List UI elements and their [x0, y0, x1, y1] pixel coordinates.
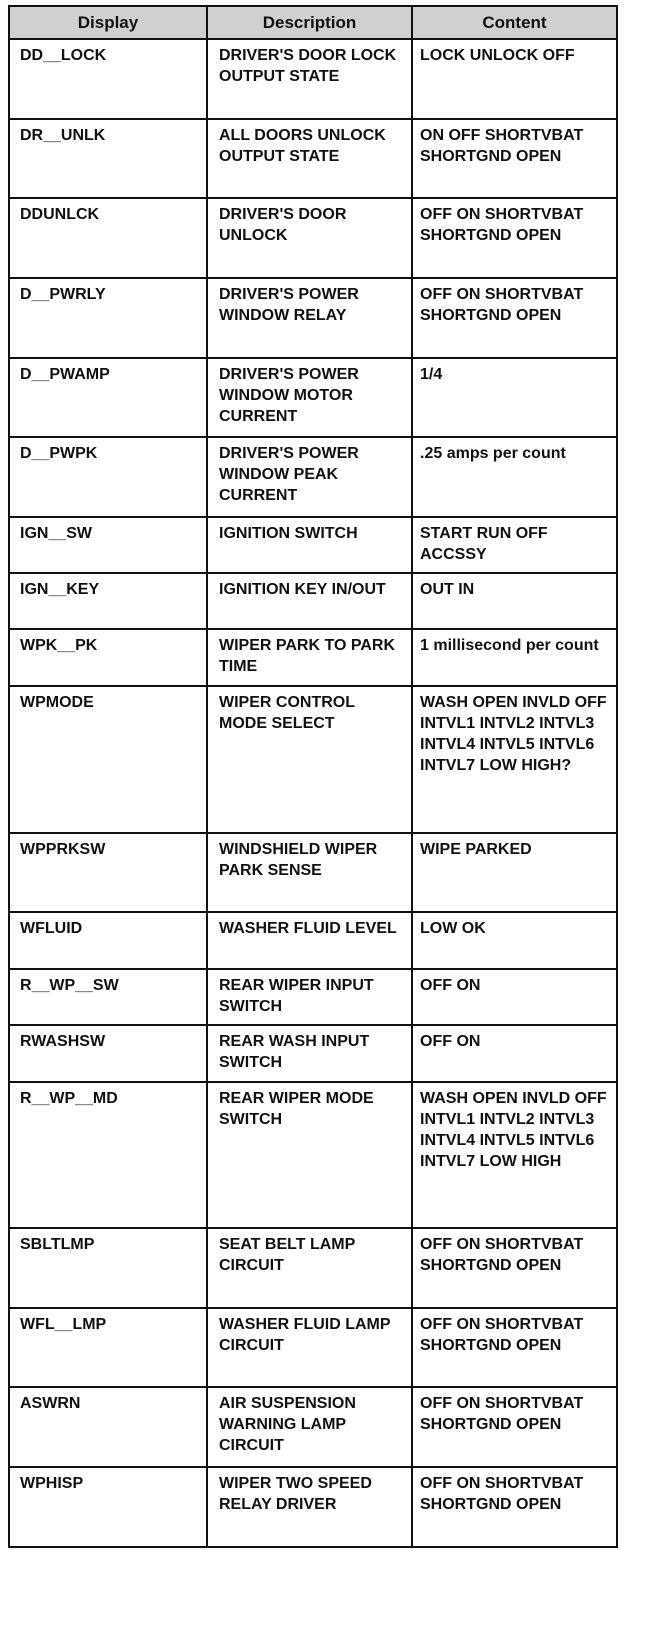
cell-content: OFF ON SHORTVBAT SHORTGND OPEN [412, 1387, 617, 1467]
cell-content: OFF ON [412, 1025, 617, 1082]
cell-display: D__PWRLY [9, 278, 207, 358]
cell-content: OFF ON SHORTVBAT SHORTGND OPEN [412, 198, 617, 278]
table-row [9, 833, 617, 912]
cell-display: SBLTLMP [9, 1228, 207, 1308]
cell-content: 1/4 [412, 358, 617, 437]
table-row [9, 278, 617, 358]
cell-display: R__WP__MD [9, 1082, 207, 1228]
cell-content: OFF ON SHORTVBAT SHORTGND OPEN [412, 1308, 617, 1387]
cell-display: DD__LOCK [9, 39, 207, 119]
cell-description: DRIVER'S POWER WINDOW MOTOR CURRENT [207, 358, 412, 437]
table-row [9, 198, 617, 278]
header-description: Description [207, 6, 412, 39]
cell-description: DRIVER'S DOOR UNLOCK [207, 198, 412, 278]
cell-content: OUT IN [412, 573, 617, 629]
table-row [9, 1228, 617, 1308]
cell-display: ASWRN [9, 1387, 207, 1467]
cell-content: START RUN OFF ACCSSY [412, 517, 617, 573]
cell-content: OFF ON SHORTVBAT SHORTGND OPEN [412, 278, 617, 358]
table-row [9, 1025, 617, 1082]
cell-display: DDUNLCK [9, 198, 207, 278]
cell-description: REAR WIPER INPUT SWITCH [207, 969, 412, 1025]
table-header [9, 6, 617, 39]
cell-description: DRIVER'S POWER WINDOW RELAY [207, 278, 412, 358]
cell-content: OFF ON SHORTVBAT SHORTGND OPEN [412, 1228, 617, 1308]
cell-display: WFLUID [9, 912, 207, 969]
cell-display: WPK__PK [9, 629, 207, 686]
header-row [9, 6, 617, 39]
cell-description: WIPER CONTROL MODE SELECT [207, 686, 412, 833]
cell-display: DR__UNLK [9, 119, 207, 198]
cell-display: R__WP__SW [9, 969, 207, 1025]
table-row [9, 517, 617, 573]
cell-description: SEAT BELT LAMP CIRCUIT [207, 1228, 412, 1308]
cell-display: WPPRKSW [9, 833, 207, 912]
signal-table [8, 5, 618, 1548]
cell-display: RWASHSW [9, 1025, 207, 1082]
cell-description: REAR WASH INPUT SWITCH [207, 1025, 412, 1082]
cell-content: OFF ON [412, 969, 617, 1025]
table-row [9, 1467, 617, 1547]
cell-content: WASH OPEN INVLD OFF INTVL1 INTVL2 INTVL3 INTVL4 INTVL5 INTVL6 INTVL7 LOW HIGH [412, 1082, 617, 1228]
cell-description: DRIVER'S POWER WINDOW PEAK CURRENT [207, 437, 412, 517]
cell-description: WIPER PARK TO PARK TIME [207, 629, 412, 686]
cell-display: IGN__KEY [9, 573, 207, 629]
cell-content: ON OFF SHORTVBAT SHORTGND OPEN [412, 119, 617, 198]
cell-content: 1 millisecond per count [412, 629, 617, 686]
table-row [9, 1308, 617, 1387]
cell-content: LOW OK [412, 912, 617, 969]
table-row [9, 1387, 617, 1467]
cell-description: WINDSHIELD WIPER PARK SENSE [207, 833, 412, 912]
cell-description: AIR SUSPENSION WARNING LAMP CIRCUIT [207, 1387, 412, 1467]
cell-description: DRIVER'S DOOR LOCK OUTPUT STATE [207, 39, 412, 119]
cell-description: ALL DOORS UNLOCK OUTPUT STATE [207, 119, 412, 198]
table-row [9, 686, 617, 833]
table-row [9, 573, 617, 629]
table-row [9, 358, 617, 437]
table-row [9, 437, 617, 517]
cell-content: .25 amps per count [412, 437, 617, 517]
cell-content: WASH OPEN INVLD OFF INTVL1 INTVL2 INTVL3 INTVL4 INTVL5 INTVL6 INTVL7 LOW HIGH? [412, 686, 617, 833]
table-row [9, 629, 617, 686]
cell-description: IGNITION SWITCH [207, 517, 412, 573]
table-row [9, 119, 617, 198]
cell-content: OFF ON SHORTVBAT SHORTGND OPEN [412, 1467, 617, 1547]
cell-description: WIPER TWO SPEED RELAY DRIVER [207, 1467, 412, 1547]
cell-description: WASHER FLUID LEVEL [207, 912, 412, 969]
cell-display: IGN__SW [9, 517, 207, 573]
cell-display: D__PWAMP [9, 358, 207, 437]
cell-content: WIPE PARKED [412, 833, 617, 912]
cell-display: WPHISP [9, 1467, 207, 1547]
table-row [9, 1082, 617, 1228]
table-row [9, 969, 617, 1025]
cell-display: WFL__LMP [9, 1308, 207, 1387]
table-body [9, 39, 617, 1547]
cell-display: WPMODE [9, 686, 207, 833]
cell-display: D__PWPK [9, 437, 207, 517]
cell-description: IGNITION KEY IN/OUT [207, 573, 412, 629]
table-row [9, 39, 617, 119]
header-display: Display [9, 6, 207, 39]
cell-content: LOCK UNLOCK OFF [412, 39, 617, 119]
cell-description: WASHER FLUID LAMP CIRCUIT [207, 1308, 412, 1387]
table-row [9, 912, 617, 969]
cell-description: REAR WIPER MODE SWITCH [207, 1082, 412, 1228]
header-content: Content [412, 6, 617, 39]
signal-table-container [8, 5, 616, 1548]
